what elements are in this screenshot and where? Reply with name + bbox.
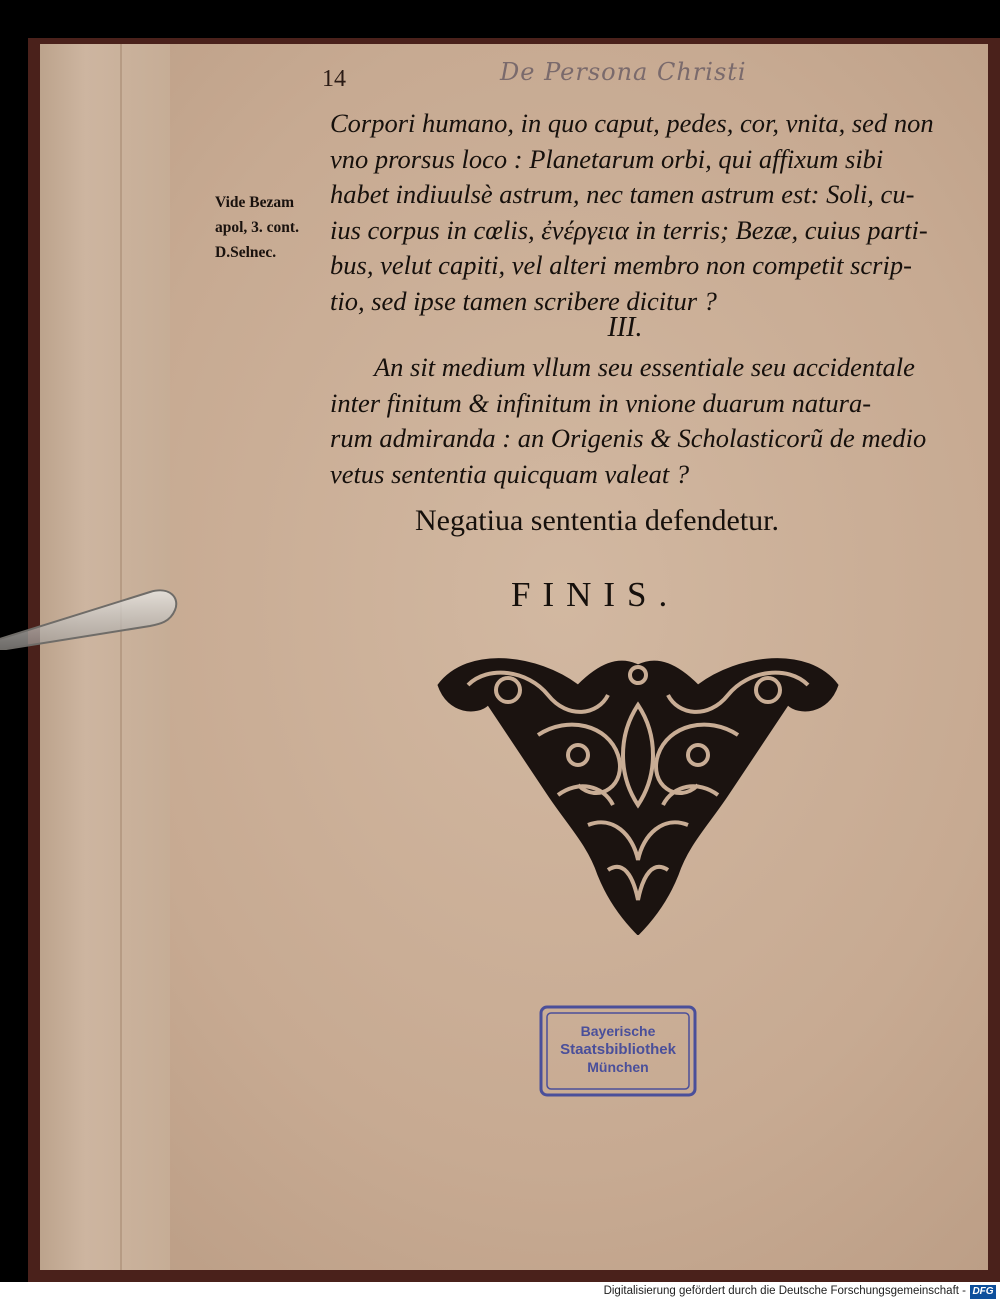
question-paragraph	[330, 350, 927, 492]
margin-note-line: Vide Bezam	[215, 194, 295, 211]
question-line: inter finitum & infinitum in vnione duarum natura-	[330, 387, 872, 418]
stamp-line: Staatsbibliothek	[560, 1041, 676, 1058]
footer-bar	[0, 1282, 1000, 1303]
printers-ornament	[428, 645, 848, 935]
margin-note-line: D.Selnec.	[215, 244, 277, 261]
glass-page-holder	[0, 580, 190, 650]
footer-credit: Digitalisierung gefördert durch die Deutsche Forschungsgemeinschaft -	[603, 1285, 966, 1297]
body-line: ius corpus in cœlis, ἐνέργεια in terris; Bezæ, cuius parti-	[330, 214, 928, 245]
section-number: III.	[607, 312, 643, 343]
page-gutter	[40, 44, 170, 1270]
stamp-line: München	[587, 1059, 649, 1075]
page-number: 14	[322, 66, 346, 92]
body-line: vno prorsus loco : Planetarum orbi, qui affixum sibi	[330, 143, 884, 174]
margin-note	[215, 190, 325, 265]
question-line: vetus sententia quicquam valeat ?	[330, 458, 690, 489]
dfg-logo: DFG	[970, 1285, 996, 1299]
finis-heading: FINIS.	[511, 575, 680, 614]
question-line: An sit medium vllum seu essentiale seu accidentale	[374, 352, 915, 382]
body-line: tio, sed ipse tamen scribere dicitur ?	[330, 285, 717, 316]
body-line: habet indiuulsè astrum, nec tamen astrum est: Soli, cu-	[330, 179, 915, 209]
margin-note-line: apol, 3. cont.	[215, 219, 299, 236]
stamp-line: Bayerische	[580, 1023, 656, 1039]
question-line: rum admiranda : an Origenis & Scholasticorũ de medio	[330, 423, 927, 453]
body-line: Corpori humano, in quo caput, pedes, cor, vnita, sed non	[330, 108, 934, 138]
body-line: bus, velut capiti, vel alteri membro non competit scrip-	[330, 250, 912, 280]
negatiua-sentence: Negatiua sententia defendetur.	[415, 504, 780, 537]
gutter-fold	[120, 44, 122, 1270]
section-heading-wrap	[330, 0, 934, 400]
running-header-handwritten: De Persona Christi	[500, 58, 747, 86]
